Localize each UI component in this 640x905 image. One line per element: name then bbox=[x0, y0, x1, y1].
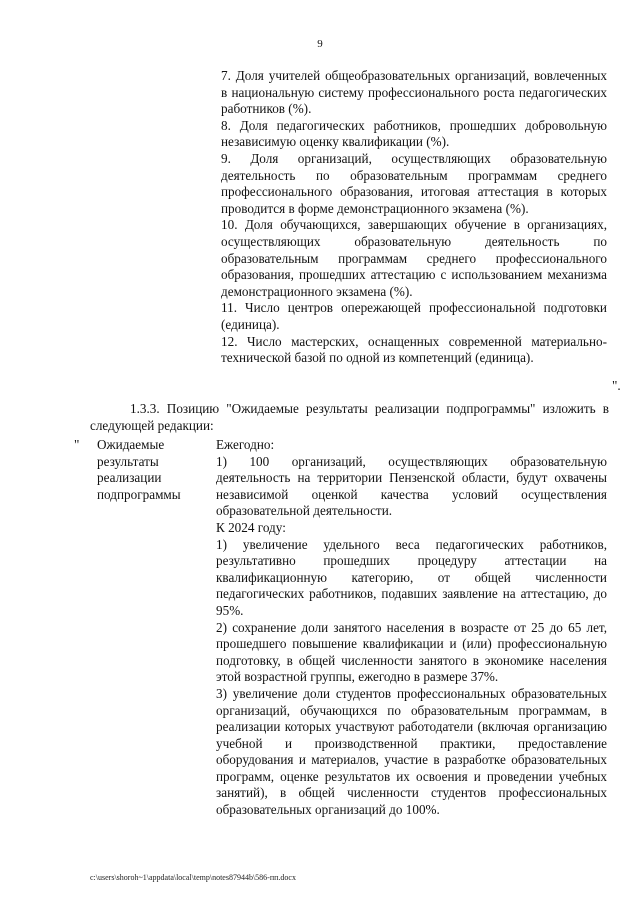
expected-results-label: Ожидаемые результаты реализации подпрограммы bbox=[97, 437, 181, 502]
expected-results-content bbox=[216, 437, 607, 819]
indicator-11: 11. Число центров опережающей профессиональной подготовки (единица). bbox=[221, 300, 607, 332]
indicator-9: 9. Доля организаций, осуществляющих образовательную деятельность по образовательным программам среднего профессионального образования, итоговая аттестация в которых проводится в форме демонстрационного экзамена (%). bbox=[221, 150, 607, 216]
result-item-1: 1) увеличение удельного веса педагогических работников, результативно прошедших процедуру аттестации на квалификационную категорию, от общей численности педагогических работников, подавших заявление на аттестацию, до 95%. bbox=[216, 536, 607, 618]
annual-heading: Ежегодно: bbox=[216, 437, 275, 452]
indicator-10: 10. Доля обучающихся, завершающих обучение в организациях, осуществляющих образовательную деятельность по образовательным программам среднего профессионального образования, прошедших аттестацию с использованием механизма демонстрационного экзамена (%). bbox=[221, 217, 607, 299]
page-number: 9 bbox=[317, 38, 323, 50]
indicator-7: 7. Доля учителей общеобразовательных организаций, вовлеченных в национальную систему профессионального роста педагогических работников (%). bbox=[221, 68, 607, 117]
annual-item: 1) 100 организаций, осуществляющих образовательную деятельность на территории Пензенской области, будут охвачены независимой оценкой качества условий осуществления образовательной деятельности. bbox=[216, 453, 607, 519]
indicator-12: 12. Число мастерских, оснащенных современной материально-технической базой по одной из компетенций (единица). bbox=[221, 333, 607, 366]
closing-quote: ". bbox=[612, 378, 621, 393]
indicator-8: 8. Доля педагогических работников, прошедших добровольную независимую оценку квалификации (%). bbox=[221, 117, 607, 150]
result-item-2: 2) сохранение доли занятого населения в возрасте от 25 до 65 лет, прошедшего повышение квалификации и (или) профессиональную подготовку, в общей численности занятого в экономике населения этой возрастной группы, ежегодно в размере 37%. bbox=[216, 619, 607, 685]
footer-file-path: c:\users\shoroh~1\appdata\local\temp\notes87944b\586-пп.docx bbox=[90, 873, 296, 882]
amendment-paragraph: 1.3.3. Позицию "Ожидаемые результаты реализации подпрограммы" изложить в следующей редакции: bbox=[90, 401, 609, 433]
indicators-list bbox=[221, 68, 607, 367]
by-2024-heading: К 2024 году: bbox=[216, 519, 286, 535]
result-item-3: 3) увеличение доли студентов профессиональных образовательных организаций, обучающихся по образовательным программам, в реализации которых участвуют работодатели (включая организацию учебной и производственной практики, предоставление оборудования и материалов, участие в разработке образовательных программ, оценке результатов их освоения и проведении учебных занятий), в общей численности студентов профессиональных образовательных организаций до 100%. bbox=[216, 685, 607, 818]
opening-quote: " bbox=[74, 437, 80, 452]
